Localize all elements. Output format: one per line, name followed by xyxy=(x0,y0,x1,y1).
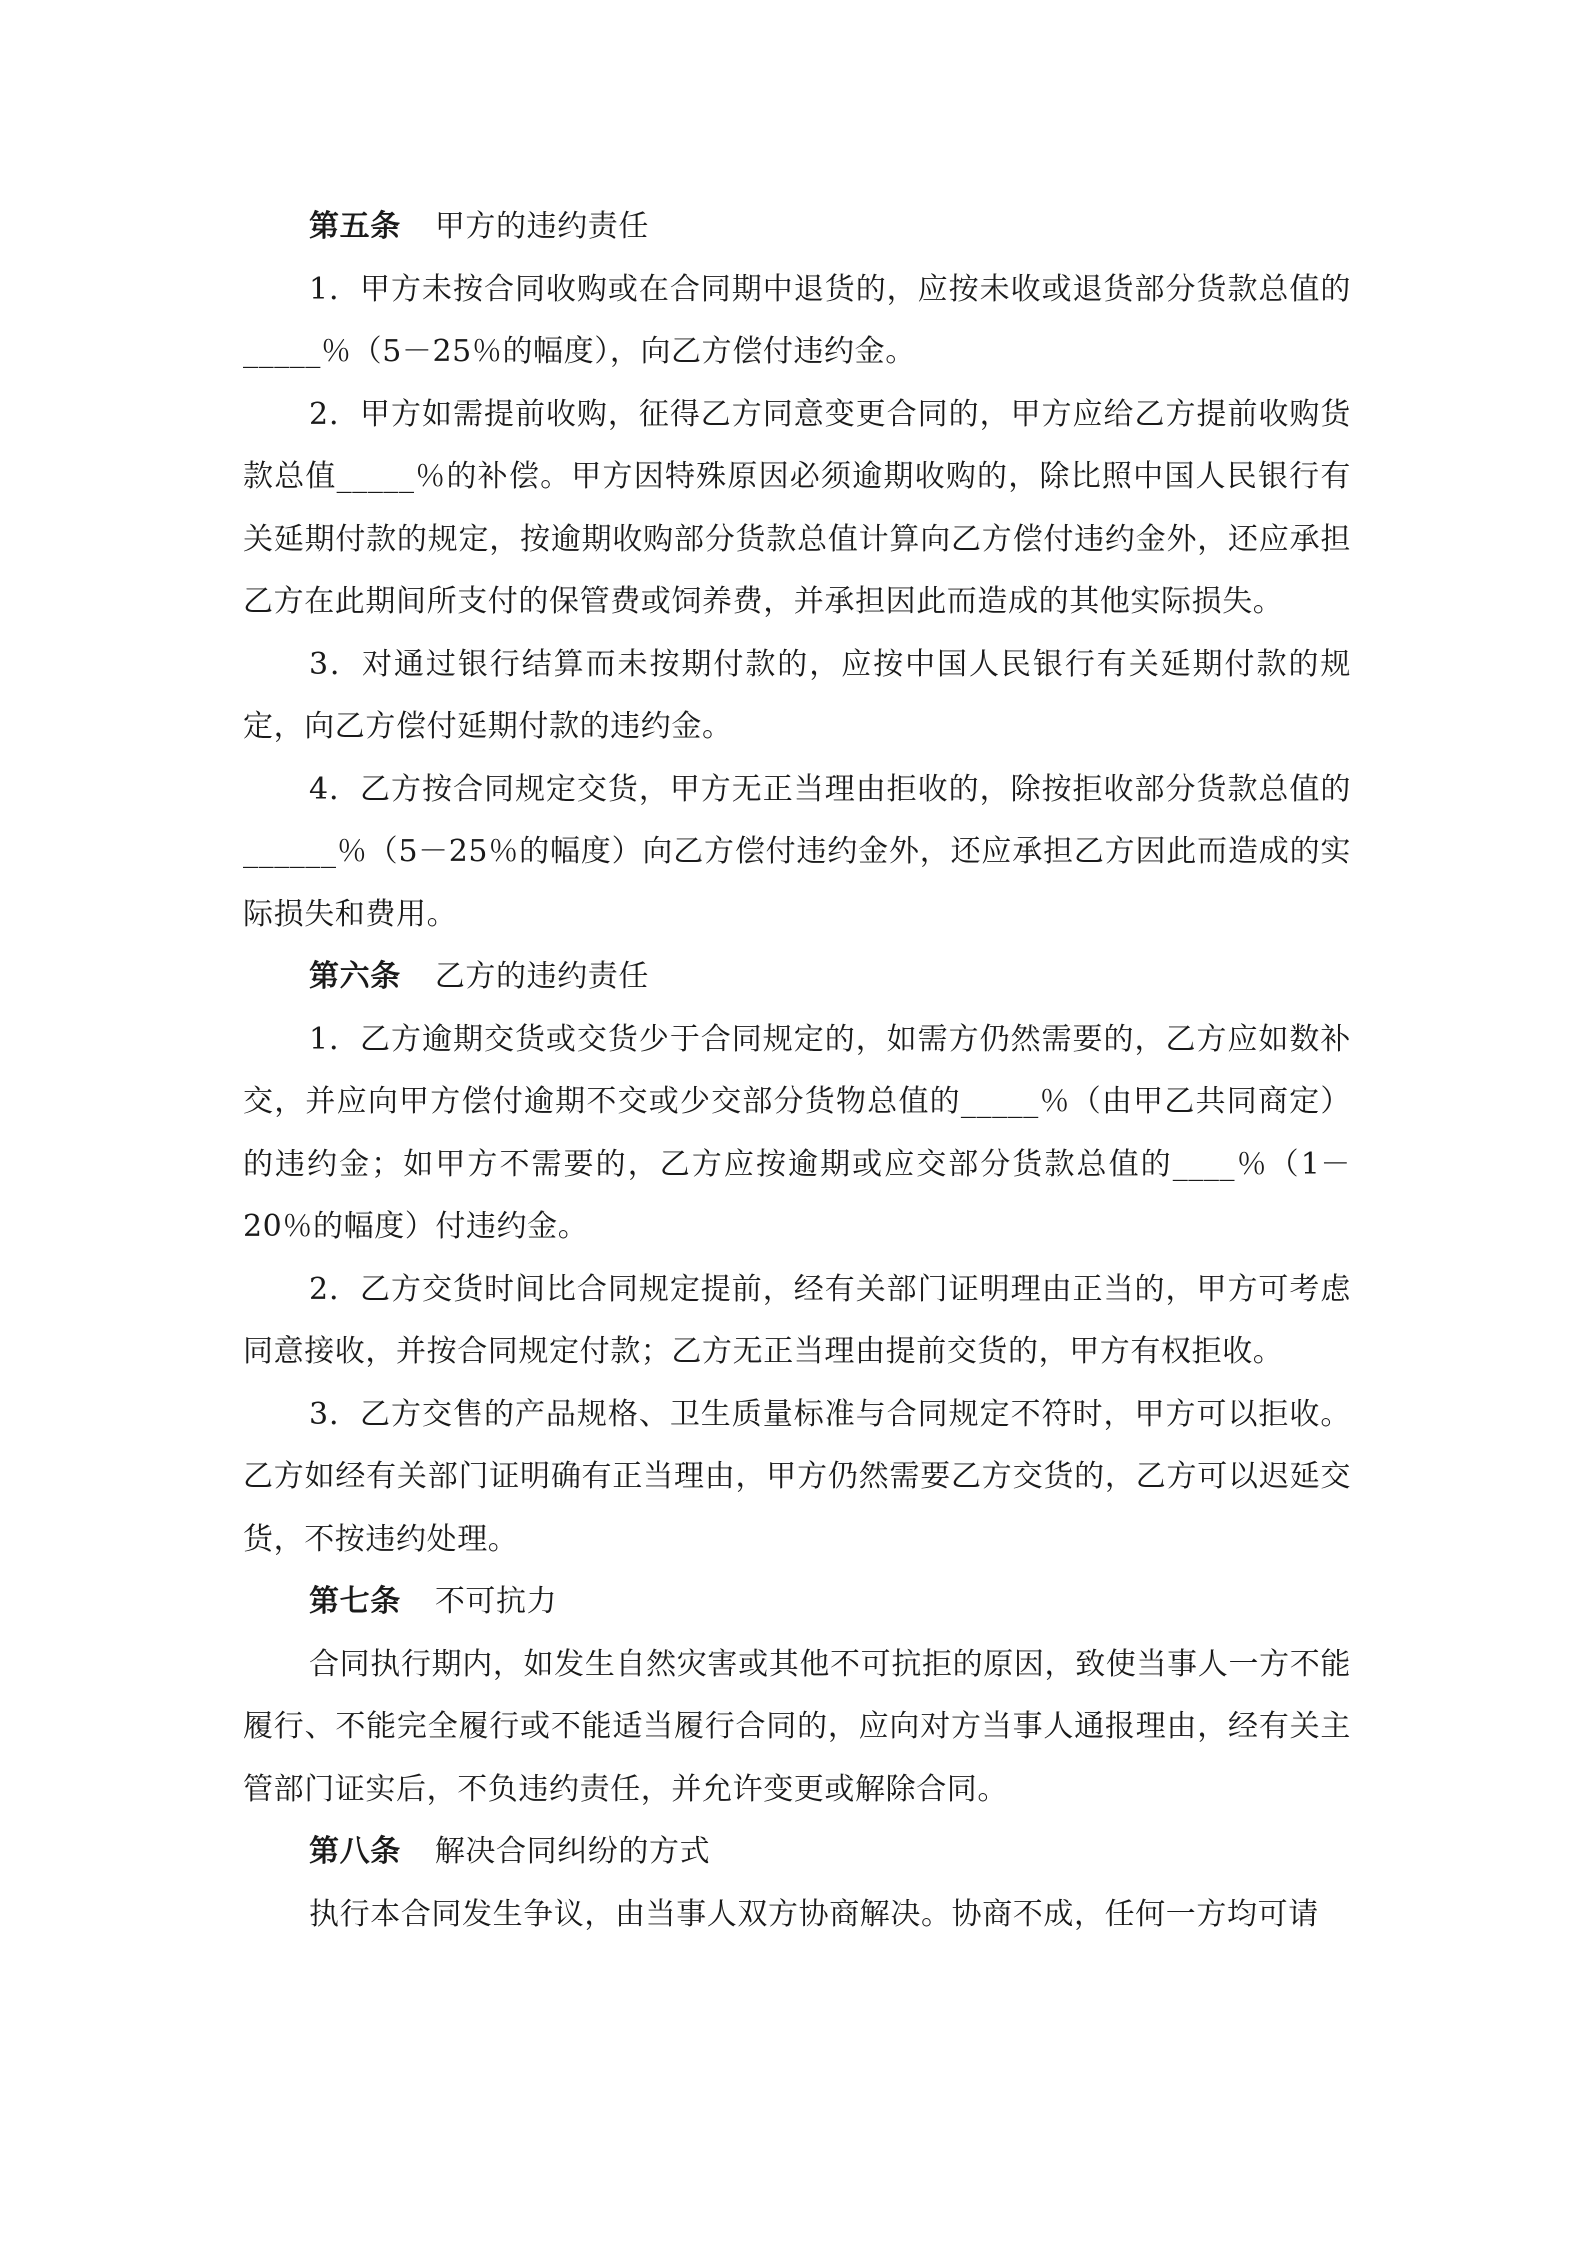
article-8-number: 第八条 xyxy=(309,1834,401,1869)
article-5-clause-1: 1．甲方未按合同收购或在合同期中退货的，应按未收或退货部分货款总值的_____％（5－25％的幅度），向乙方偿付违约金。 xyxy=(243,271,1351,369)
article-6-clause-2: 2．乙方交货时间比合同规定提前，经有关部门证明理由正当的，甲方可考虑同意接收，并按合同规定付款；乙方无正当理由提前交货的，甲方有权拒收。 xyxy=(243,1271,1351,1369)
article-6-number: 第六条 xyxy=(309,959,401,994)
article-5-heading xyxy=(243,196,1351,259)
contract-body xyxy=(243,196,1351,1946)
article-5-clause-3: 3．对通过银行结算而未按期付款的，应按中国人民银行有关延期付款的规定，向乙方偿付延期付款的违约金。 xyxy=(243,646,1351,744)
article-5-title: 甲方的违约责任 xyxy=(434,209,650,244)
article-8-title: 解决合同纠纷的方式 xyxy=(434,1834,711,1869)
article-7-body: 合同执行期内，如发生自然灾害或其他不可抗拒的原因，致使当事人一方不能履行、不能完全履行或不能适当履行合同的，应向对方当事人通报理由，经有关主管部门证实后，不负违约责任，并允许变更或解除合同。 xyxy=(243,1646,1351,1807)
article-7-number: 第七条 xyxy=(309,1584,401,1619)
article-5-clause-2: 2．甲方如需提前收购，征得乙方同意变更合同的，甲方应给乙方提前收购货款总值_____％的补偿。甲方因特殊原因必须逾期收购的，除比照中国人民银行有关延期付款的规定，按逾期收购部分货款总值计算向乙方偿付违约金外，还应承担乙方在此期间所支付的保管费或饲养费，并承担因此而造成的其他实际损失。 xyxy=(243,396,1351,619)
article-8-heading xyxy=(243,1821,1351,1884)
article-5-number: 第五条 xyxy=(309,209,401,244)
article-7-heading xyxy=(243,1571,1351,1634)
article-6-clause-3: 3．乙方交售的产品规格、卫生质量标准与合同规定不符时，甲方可以拒收。乙方如经有关部门证明确有正当理由，甲方仍然需要乙方交货的，乙方可以迟延交货，不按违约处理。 xyxy=(243,1396,1351,1557)
article-6-heading xyxy=(243,946,1351,1009)
article-6-title: 乙方的违约责任 xyxy=(434,959,650,994)
article-7-title: 不可抗力 xyxy=(434,1584,558,1619)
article-5-clause-4: 4．乙方按合同规定交货，甲方无正当理由拒收的，除按拒收部分货款总值的______％（5－25％的幅度）向乙方偿付违约金外，还应承担乙方因此而造成的实际损失和费用。 xyxy=(243,771,1351,932)
article-8-body: 执行本合同发生争议，由当事人双方协商解决。协商不成，任何一方均可请 xyxy=(309,1896,1319,1932)
article-6-clause-1: 1．乙方逾期交货或交货少于合同规定的，如需方仍然需要的，乙方应如数补交，并应向甲方偿付逾期不交或少交部分货物总值的_____％（由甲乙共同商定）的违约金；如甲方不需要的，乙方应按逾期或应交部分货款总值的____％（1－20％的幅度）付违约金。 xyxy=(243,1021,1351,1244)
